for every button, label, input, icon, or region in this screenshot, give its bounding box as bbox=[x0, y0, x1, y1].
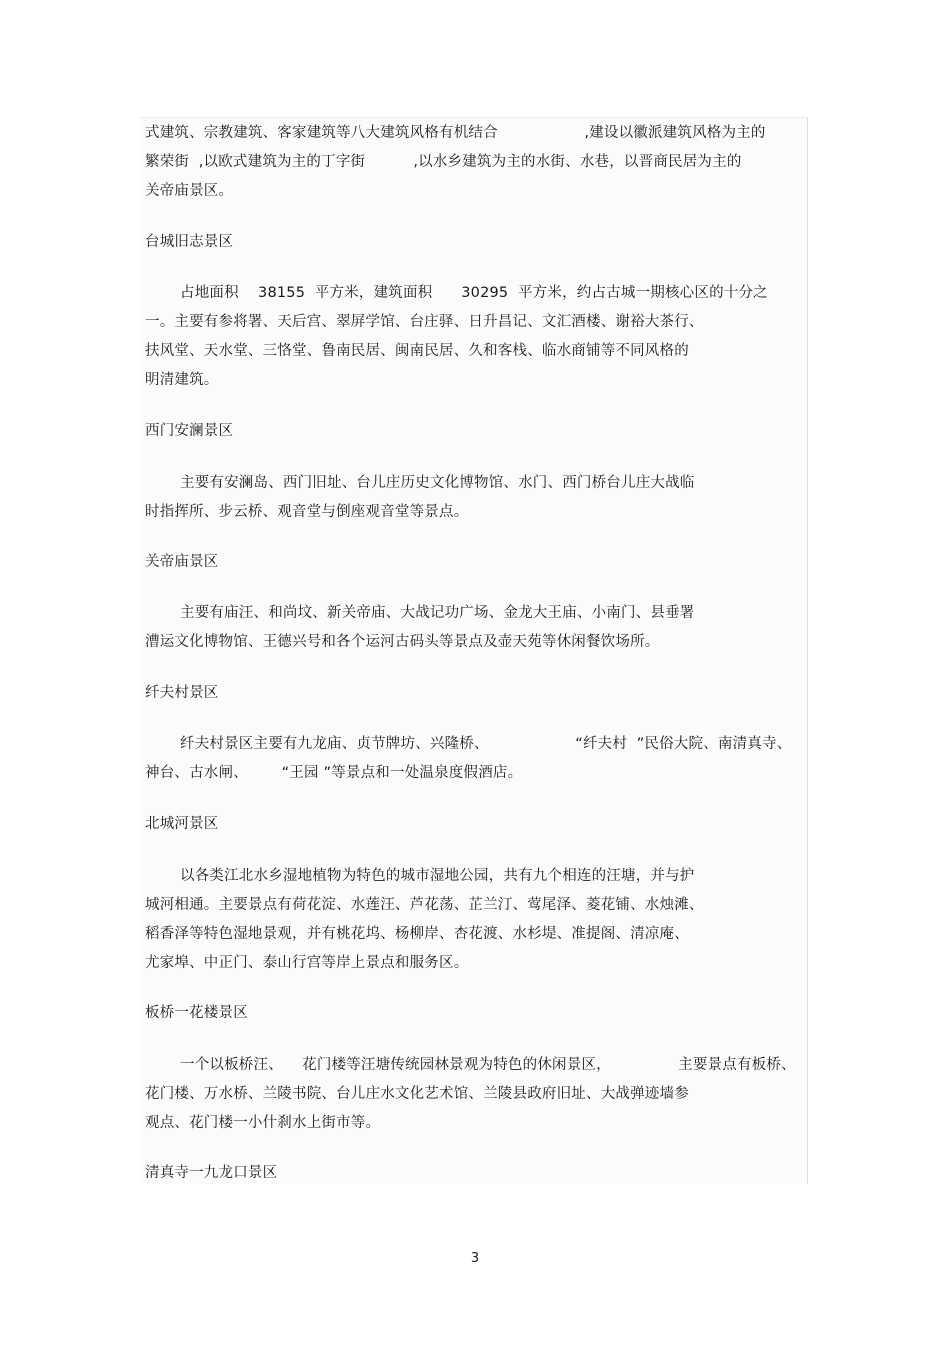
section-heading: 台城旧志景区 bbox=[145, 234, 234, 250]
paragraph-line: 一个以板桥汪、 花门楼等汪塘传统园林景观为特色的休闲景区， 主要景点有板桥、 bbox=[180, 1057, 796, 1073]
section-heading: 清真寺一九龙口景区 bbox=[145, 1165, 278, 1181]
paragraph-line: 关帝庙景区。 bbox=[145, 183, 234, 199]
paragraph-line: 花门楼、万水桥、兰陵书院、台儿庄水文化艺术馆、兰陵县政府旧址、大战弹迹墙参 bbox=[145, 1086, 689, 1102]
paragraph-line: 观点、花门楼一小什刹水上街市等。 bbox=[145, 1115, 381, 1131]
paragraph-line: 一。主要有参将署、天后宫、翠屏学馆、台庄驿、日升昌记、文汇酒楼、谢裕大茶行、 bbox=[145, 314, 704, 330]
paragraph-line: 主要有安澜岛、西门旧址、台儿庄历史文化博物馆、水门、西门桥台儿庄大战临 bbox=[180, 475, 695, 491]
paragraph-line: 明清建筑。 bbox=[145, 372, 219, 388]
page-number: 3 bbox=[470, 1251, 480, 1266]
section-heading: 纤夫村景区 bbox=[145, 685, 219, 701]
paragraph-line: 时指挥所、步云桥、观音堂与倒座观音堂等景点。 bbox=[145, 504, 469, 520]
paragraph-line: 神台、古水闸、 “王园 ”等景点和一处温泉度假酒店。 bbox=[145, 765, 523, 781]
paragraph-line: 稻香泽等特色湿地景观，并有桃花坞、杨柳岸、杏花渡、水杉堤、准提阁、清凉庵、 bbox=[145, 926, 689, 942]
paragraph-line: 主要有庙汪、和尚坟、新关帝庙、大战记功广场、金龙大王庙、小南门、县垂署 bbox=[180, 605, 695, 621]
paragraph-line: 繁荣街 ,以欧式建筑为主的丁字街 ,以水乡建筑为主的水街、水巷，以晋商民居为主的 bbox=[145, 154, 742, 170]
paragraph-line: 尤家埠、中正门、泰山行宫等岸上景点和服务区。 bbox=[145, 955, 469, 971]
paragraph-line: 漕运文化博物馆、王德兴号和各个运河古码头等景点及壶天苑等休闲餐饮场所。 bbox=[145, 634, 660, 650]
section-heading: 北城河景区 bbox=[145, 816, 219, 832]
paragraph-line: 式建筑、宗教建筑、客家建筑等八大建筑风格有机结合 ,建设以徽派建筑风格为主的 bbox=[145, 125, 766, 141]
paragraph-line: 纤夫村景区主要有九龙庙、贞节牌坊、兴隆桥、 “纤夫村 ”民俗大院、南清真寺、 bbox=[180, 736, 792, 752]
paragraph-line: 城河相通。主要景点有荷花淀、水莲汪、芦花荡、芷兰汀、莺尾泽、菱花铺、水烛滩、 bbox=[145, 897, 704, 913]
section-heading: 西门安澜景区 bbox=[145, 423, 234, 439]
section-heading: 板桥一花楼景区 bbox=[145, 1005, 248, 1021]
paragraph-line: 占地面积 38155 平方米，建筑面积 30295 平方米，约占古城一期核心区的十分之 bbox=[180, 285, 768, 301]
section-heading: 关帝庙景区 bbox=[145, 554, 219, 570]
paragraph-line: 以各类江北水乡湿地植物为特色的城市湿地公园，共有九个相连的汪塘，并与护 bbox=[180, 868, 695, 884]
paragraph-line: 扶风堂、天水堂、三恪堂、鲁南民居、闽南民居、久和客栈、临水商铺等不同风格的 bbox=[145, 343, 689, 359]
